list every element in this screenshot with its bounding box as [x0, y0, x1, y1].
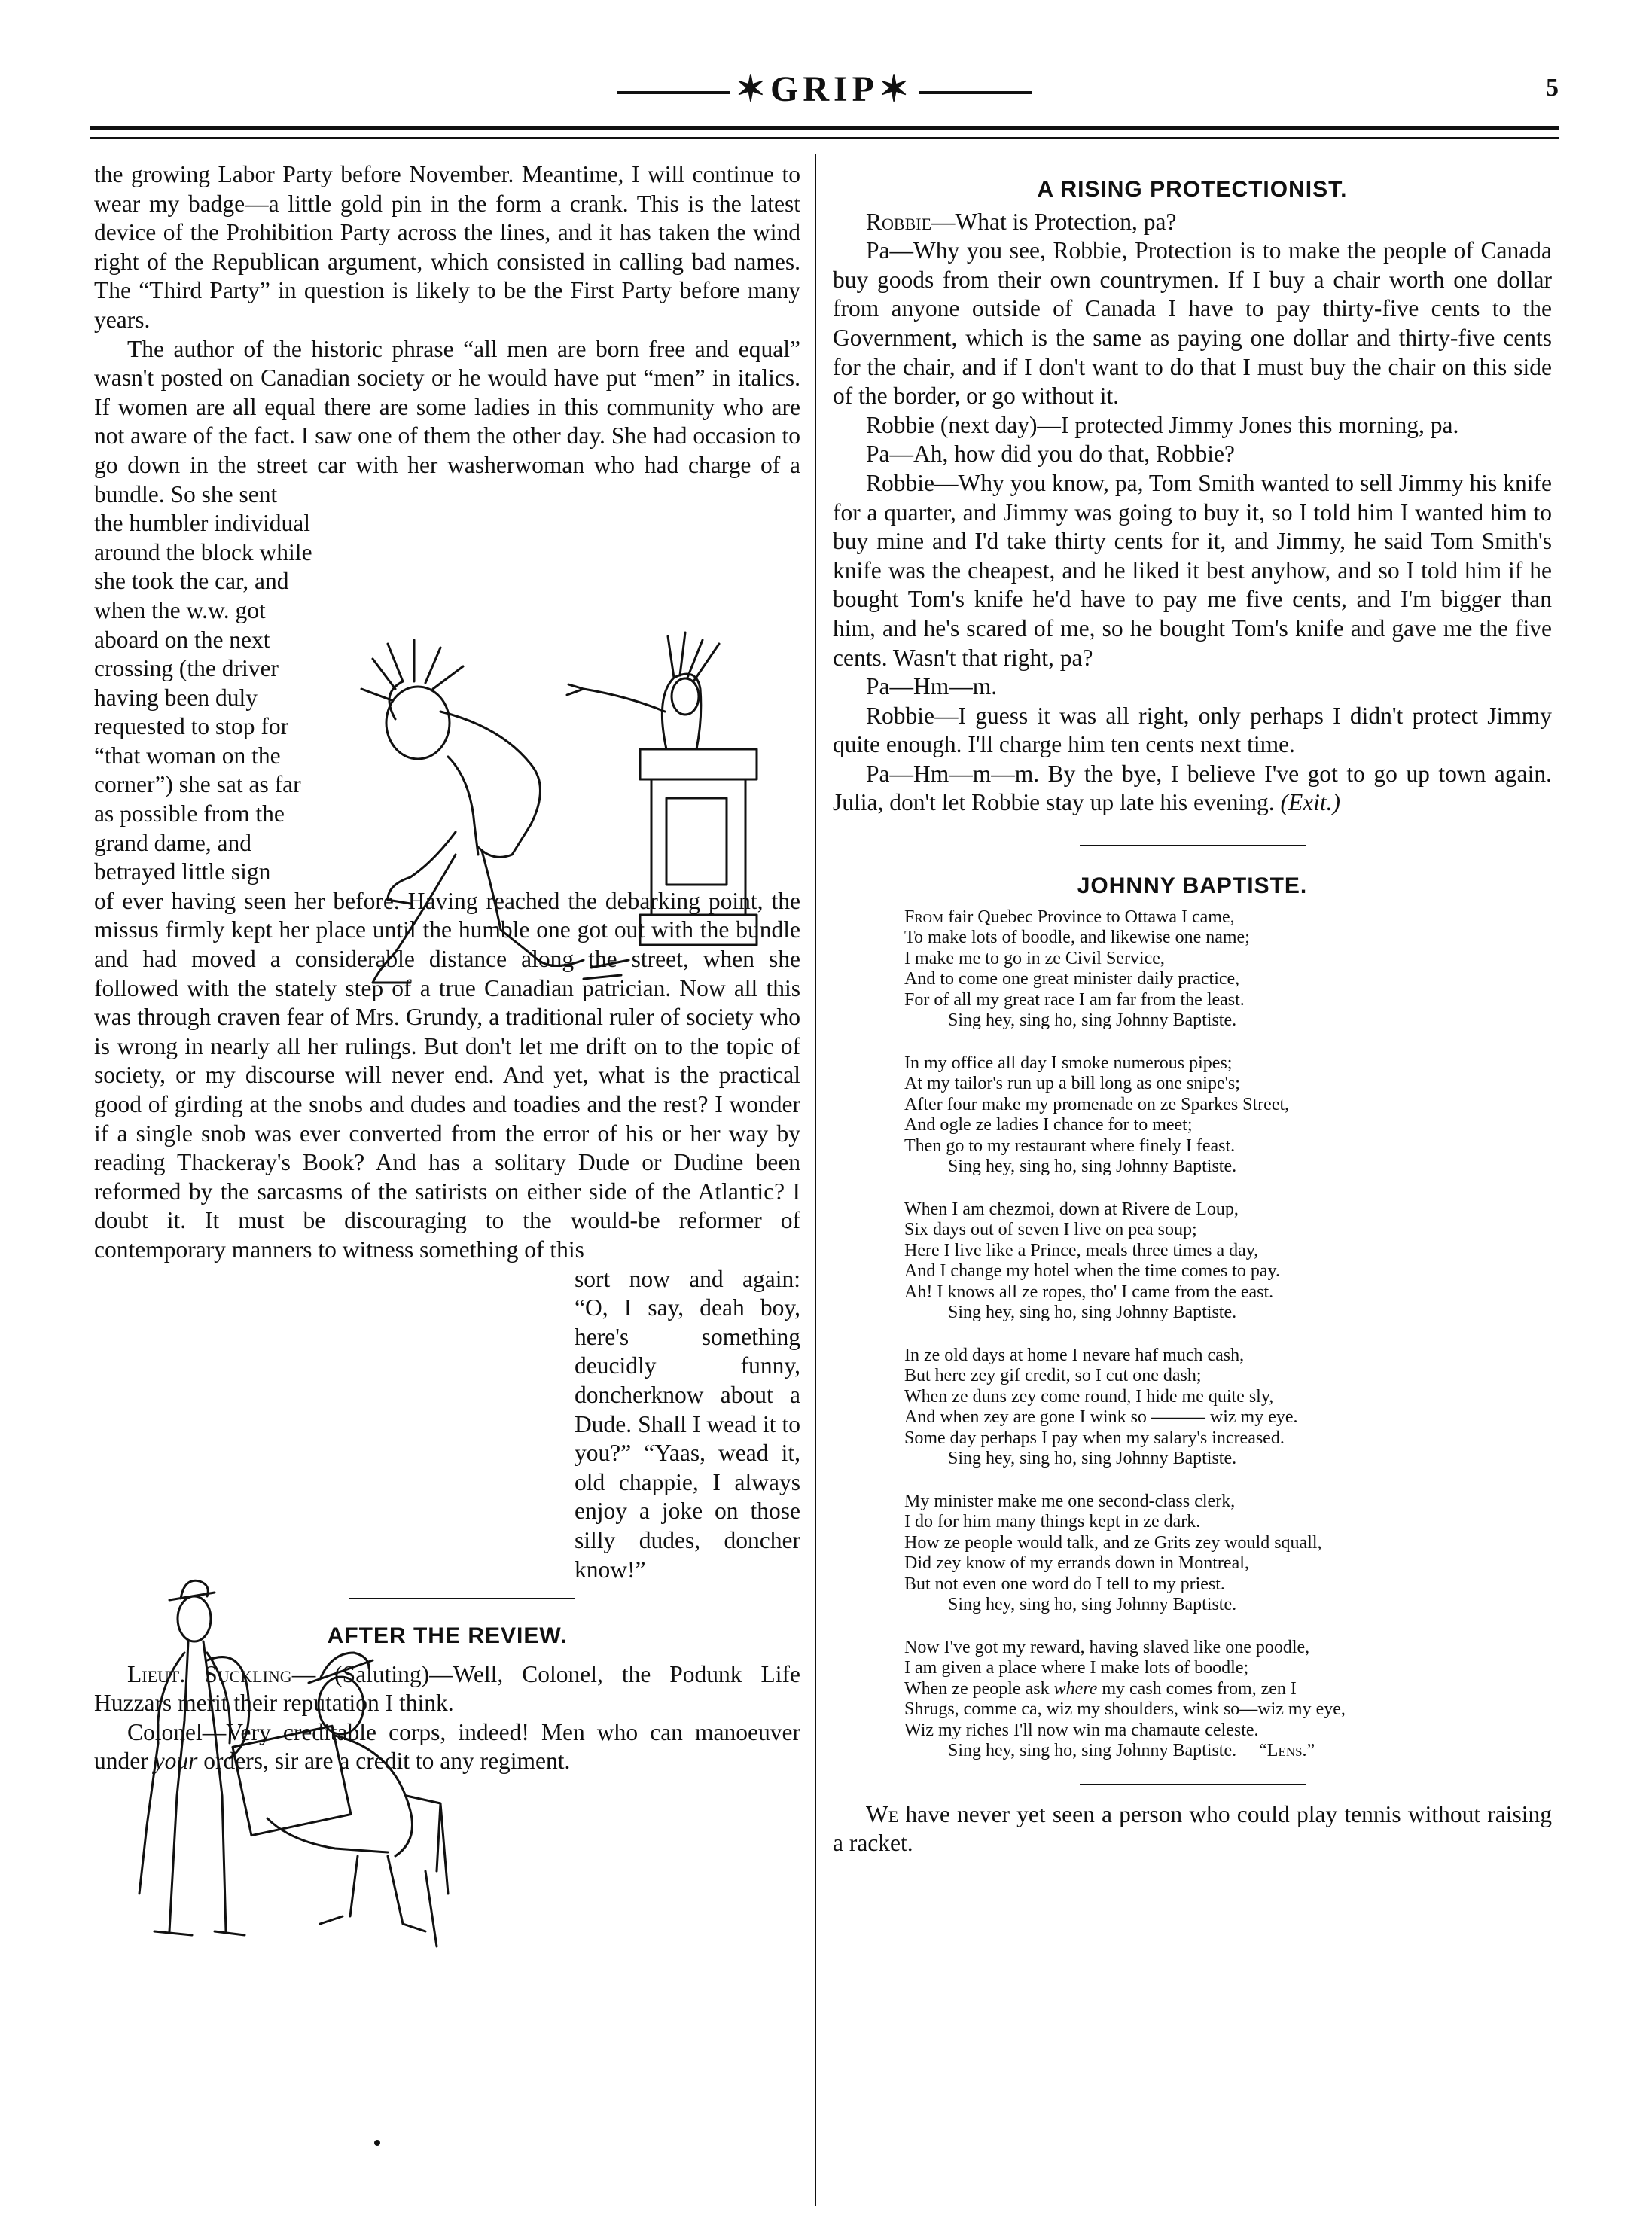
exit-direction: (Exit.) [1280, 789, 1341, 816]
heading-rising-protectionist: A RISING PROTECTIONIST. [1037, 177, 1348, 202]
poem-line: At my tailor's run up a bill long as one snipe's; [904, 1074, 1240, 1094]
section-rule-right-2 [1080, 1784, 1306, 1785]
poem-line: Did zey know of my errands down in Montreal, [904, 1553, 1249, 1574]
poem-line: But not even one word do I tell to my priest. [904, 1574, 1225, 1594]
poem-line: I am given a place where I make lots of boodle; [904, 1658, 1249, 1678]
poem-johnny-baptiste [904, 907, 1552, 1762]
poem-line: Wiz my riches I'll now win ma chamaute celeste. [904, 1720, 1259, 1740]
poem-line: And I change my hotel when the time comes to pay. [904, 1261, 1280, 1282]
tennis-text: have never yet seen a person who could play tennis without raising a racket. [833, 1800, 1553, 1857]
paragraph-labor-party: the growing Labor Party before November. Meantime, I will continue to wear my badge—a little gold pin in the form a crank. This is the latest device of the Prohibition Party across the lines, and it has taken the wind right of the Republican argument, which consisted in calling bad names. The “Third Party” in question is likely to be the First Party before many years. [94, 161, 800, 333]
poem-stanza-5 [904, 1492, 1552, 1616]
lieut-speech: — (Saluting)—Well, Colonel, the Podunk Life Huzzars merit their reputation I think. [94, 1660, 801, 1717]
printer-dot [374, 2140, 380, 2146]
speaker-lieut: Lieut. Suckling [127, 1660, 292, 1687]
paragraph-tennis-joke [833, 1800, 1552, 1858]
paragraph-dude-dialogue: sort now and again: “O, I say, deah boy, here's something deucidly funny, doncherknow about a Dude. Shall I wead it to you?” “Yaas, wead it, old chappie, I always enjoy a joke on those silly dudes, doncher know!” [575, 1265, 800, 1583]
section-rule-right-1 [1080, 845, 1306, 846]
poem-line: When ze duns zey come round, I hide me quite sly, [904, 1386, 1274, 1407]
paragraph-humbler-individual: the humbler individual around the block while she took the car, and when the w.w. got aboard on the next crossing (the driver having been duly requested to stop for “that woman on the corner”) she sat as far as possible from the grand dame, and betrayed little sign [94, 510, 312, 885]
poem-line-text: my cash comes from, zen I [1102, 1678, 1297, 1699]
poem-line: Then go to my restaurant where finely I feast. [904, 1135, 1236, 1156]
column-divider [815, 154, 816, 2206]
poem-stanza-3 [904, 1199, 1552, 1324]
poem-line [904, 907, 1552, 928]
tennis-first-word: We [866, 1800, 899, 1827]
paragraph-mrs-grundy: of ever having seen her before. Having reached the debarking point, the missus firmly kept her place until the humble one got out with the bundle and had moved a considerable distance along the street, when she followed with the stately step of a true Canadian patrician. Now all this was through craven fear of Mrs. Grundy, a traditional ruler of society who is wrong in nearly all her rulings. But don't let me drift on to the topic of society, or my discourse will never end. And yet, what is the practical good of girding at the snobs and dudes and toadies and the rest? I wonder if a single snob was ever converted from the error of his or her way by reading Thackeray's Book? And has a solitary Dude or Dudine been reformed by the sarcasms of the satirists on either side of the Atlantic? I doubt it. It must be discouraging to the would-be reformer of contemporary manners to witness something of this [94, 887, 800, 1263]
paragraph-pa-explains: Pa—Why you see, Robbie, Protection is to make the people of Canada buy goods from their own countrymen. If I buy a chair worth one dollar from anyone outside of Canada I have to pay thirty-five cents to the Government, which is the same as paying one dollar and thirty-five cents for the chair, and if I don't want to do that I must buy the chair on this side of the border, or go without it. [833, 237, 1552, 410]
poem-line: After four make my promenade on ze Sparkes Street, [904, 1094, 1290, 1114]
paragraph-robbie-guess: Robbie—I guess it was all right, only perhaps I didn't protect Jimmy quite enough. I'll charge him ten cents next time. [833, 702, 1552, 758]
seated-dude-drawing [233, 1653, 448, 1946]
pedestal-drawing [640, 749, 757, 945]
robbie-question: —What is Protection, pa? [931, 208, 1177, 235]
illustration-bust-and-man [343, 606, 794, 1058]
poem-line: And to come one great minister daily practice, [904, 969, 1240, 989]
poem-stanza-2 [904, 1053, 1552, 1178]
illustration-two-dudes [94, 1570, 546, 1977]
man-drawing [361, 640, 629, 983]
poem-line: How ze people would talk, and ze Grits zey would squall, [904, 1532, 1322, 1553]
poem-line: I make me to go in ze Civil Service, [904, 948, 1165, 968]
poem-line [904, 1679, 1552, 1700]
paragraph-pa-exit [833, 760, 1552, 818]
poem-line: Shrugs, comme ca, wiz my shoulders, wink so—wiz my eye, [904, 1699, 1346, 1720]
poem-line: Ah! I knows all ze ropes, tho' I came from the east. [904, 1282, 1274, 1302]
poem-line: When I am chezmoi, down at Rivere de Loup, [904, 1199, 1239, 1219]
colonel-emphasis: your [154, 1748, 198, 1775]
masthead-rule-right [919, 91, 1032, 94]
poem-line: Now I've got my reward, having slaved like one poodle, [904, 1637, 1310, 1657]
page-number: 5 [1546, 74, 1559, 102]
paragraph-pa-hm: Pa—Hm—m. [866, 673, 998, 700]
paragraph-robbie-knife: Robbie—Why you know, pa, Tom Smith wanted to sell Jimmy his knife for a quarter, and Jimmy was going to buy it, so I told him I wanted him to buy mine and I'd take thirty cents for it, and Jimmy, he said Tom Smith's knife was the cheapest, and he liked it best anyhow, and so I told him if he bought Tom's knife he'd have to pay me five cents, and I'm bigger than him, and he's scared of me, so he bought Tom's knife and gave me the five cents. Wasn't that right, pa? [833, 469, 1552, 671]
poem-signature: “Lens.” [1259, 1741, 1315, 1761]
paragraph-robbie-question [833, 208, 1552, 237]
standing-dude-drawing [139, 1580, 249, 1935]
heading-after-the-review: AFTER THE REVIEW. [327, 1623, 568, 1649]
poem-line: For of all my great race I am far from the least. [904, 989, 1245, 1010]
poem-line: Six days out of seven I live on pea soup; [904, 1220, 1197, 1240]
poem-refrain-final [904, 1741, 1552, 1762]
poem-refrain: Sing hey, sing ho, sing Johnny Baptiste. [948, 1303, 1237, 1323]
poem-refrain: Sing hey, sing ho, sing Johnny Baptiste. [948, 1010, 1237, 1031]
poem-line: And ogle ze ladies I chance for to meet; [904, 1115, 1193, 1135]
poem-first-word: From [904, 907, 944, 927]
poem-emphasis: where [1053, 1678, 1098, 1699]
masthead-rule-left [617, 91, 730, 94]
paragraph-all-men: The author of the historic phrase “all men are born free and equal” wasn't posted on Canadian society or he would have put “men” in italics. If women are all equal there are some ladies in this community who are not aware of the fact. I saw one of them the other day. She had occasion to go down in the street car with her washerwoman who had charge of a bundle. So she sent [94, 335, 800, 507]
right-column [833, 175, 1552, 1858]
page-header [90, 68, 1559, 113]
poem-line-text: When ze people ask [904, 1678, 1050, 1699]
heading-johnny-baptiste: JOHNNY BAPTISTE. [1077, 873, 1308, 899]
poem-refrain-text: Sing hey, sing ho, sing Johnny Baptiste. [948, 1741, 1237, 1761]
colonel-speech-end: orders, sir are a credit to any regiment. [203, 1748, 571, 1775]
poem-line: But here zey gif credit, so I cut one dash; [904, 1366, 1202, 1386]
poem-line-text: fair Quebec Province to Ottawa I came, [948, 907, 1235, 927]
bust-drawing [567, 632, 719, 749]
masthead-title: ✶GRIP✶ [735, 69, 914, 109]
poem-line: In ze old days at home I nevare haf much cash, [904, 1345, 1245, 1365]
poem-stanza-1 [904, 907, 1552, 1032]
poem-line: I do for him many things kept in ze dark. [904, 1512, 1201, 1532]
speaker-robbie: Robbie [866, 208, 932, 235]
poem-line: In my office all day I smoke numerous pipes; [904, 1053, 1233, 1073]
poem-refrain: Sing hey, sing ho, sing Johnny Baptiste. [948, 1449, 1237, 1469]
pa-exit-text: Pa—Hm—m—m. By the bye, I believe I've got to go up town again. Julia, don't let Robbie stay up late his evening. [833, 760, 1552, 816]
paragraph-robbie-next-day: Robbie (next day)—I protected Jimmy Jones this morning, pa. [866, 411, 1459, 438]
poem-refrain: Sing hey, sing ho, sing Johnny Baptiste. [948, 1157, 1237, 1177]
paragraph-pa-how: Pa—Ah, how did you do that, Robbie? [866, 440, 1235, 468]
poem-line: And when zey are gone I wink so ——— wiz my eye. [904, 1407, 1298, 1428]
poem-stanza-4 [904, 1346, 1552, 1470]
poem-stanza-6 [904, 1638, 1552, 1762]
header-rule-thick [90, 126, 1559, 130]
poem-line: My minister make me one second-class clerk, [904, 1491, 1236, 1511]
poem-line: Here I live like a Prince, meals three times a day, [904, 1240, 1259, 1260]
header-rule-thin [90, 137, 1559, 139]
poem-line: Some day perhaps I pay when my salary's increased. [904, 1428, 1285, 1448]
poem-line: To make lots of boodle, and likewise one name; [904, 928, 1250, 948]
masthead [90, 68, 1559, 110]
colonel-speech-start: Colonel—Very creditable corps, indeed! Men who can manoeuver under [94, 1718, 800, 1775]
poem-refrain: Sing hey, sing ho, sing Johnny Baptiste. [948, 1595, 1237, 1615]
